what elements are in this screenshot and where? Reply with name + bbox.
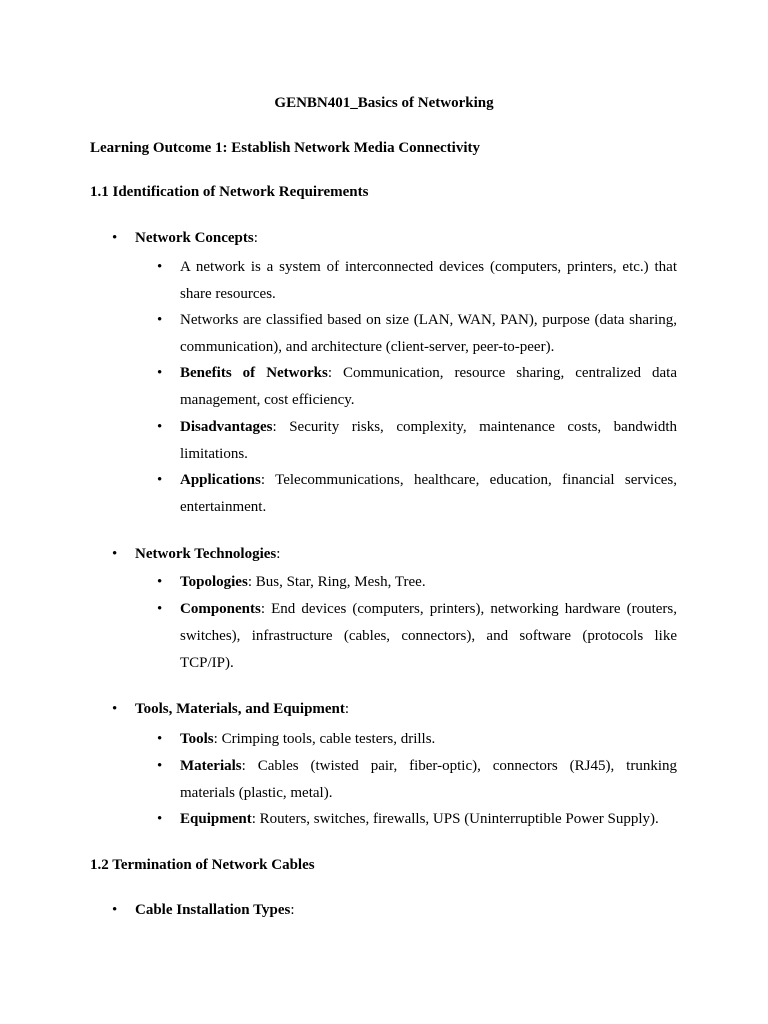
bullet-icon: • bbox=[157, 419, 163, 435]
list-item-topologies: • Topologies: Bus, Star, Ring, Mesh, Tree. bbox=[135, 569, 677, 596]
bullet-icon: • bbox=[157, 365, 163, 381]
document-title: GENBN401_Basics of Networking bbox=[274, 95, 494, 111]
document-page: GENBN401_Basics of Networking Learning Outcome 1: Establish Network Media Connectivity 1.1 Identification of Network Requirements • Network Concepts: • A network is a system of interconnected devices (computers, printers, etc.) that share resources. • Networks are classified based on size (LAN, WAN, PAN), purpose (data sharing, communication), and architecture (client-server, peer-to-peer). • Benefits of Networks: Communication, resource sharing, centralized data management, cost efficiency. • Disadvantages: Security risks, complexity, maintenance costs, bandwidth limitations. • Applications: Telecommunications, healthcare, education, financial services, entertainment. • Network Technologies: • Topologies: Bus, Star, Ring, Mesh, Tree. • Components: End devices (computers, printers), networking hardware (routers, switches), infrastructure (cables, connectors), and software (protocols like TCP/IP). • Tools, Materials, and Equipment: • Tools: Crimping tools, cable testers, drills. • Materials: Cables (twisted pair, fiber-optic), connectors (RJ45), trunking materials (plastic, metal). • Equipment: Routers, switches, firewalls, UPS (Uninterruptible Power Supply). 1.2 Termination of Network Cables • Cable Installation Types: bbox=[0, 0, 768, 1024]
list-item-disadvantages: • Disadvantages: Security risks, complexity, maintenance costs, bandwidth limitations. bbox=[135, 414, 677, 468]
list-item-materials: • Materials: Cables (twisted pair, fiber-optic), connectors (RJ45), trunking materials (plastic, metal). bbox=[135, 753, 677, 807]
bullet-icon: • bbox=[157, 811, 163, 827]
list-item-applications: • Applications: Telecommunications, healthcare, education, financial services, entertainment. bbox=[135, 467, 677, 521]
bullet-icon: • bbox=[157, 472, 163, 488]
bullet-icon: • bbox=[112, 546, 118, 562]
list-item-label: Network Concepts bbox=[135, 230, 254, 246]
list-item-label: Cable Installation Types bbox=[135, 902, 291, 918]
list-item: • Networks are classified based on size (LAN, WAN, PAN), purpose (data sharing, communication), and architecture (client-server, peer-to-peer). bbox=[135, 307, 677, 361]
bullet-icon: • bbox=[157, 574, 163, 590]
list-item-tools: • Tools: Crimping tools, cable testers, drills. bbox=[135, 726, 677, 753]
bullet-icon: • bbox=[157, 312, 163, 328]
list-item-label: Tools, Materials, and Equipment bbox=[135, 701, 345, 717]
list-item-benefits: • Benefits of Networks: Communication, resource sharing, centralized data management, cost efficiency. bbox=[135, 360, 677, 414]
bullet-icon: • bbox=[112, 902, 118, 918]
bullet-icon: • bbox=[157, 731, 163, 747]
section-heading-1-1: 1.1 Identification of Network Requirements bbox=[90, 184, 369, 200]
bullet-icon: • bbox=[157, 758, 163, 774]
bullet-icon: • bbox=[112, 230, 118, 246]
list-item-label: Network Technologies bbox=[135, 546, 277, 562]
bullet-icon: • bbox=[112, 701, 118, 717]
bullet-icon: • bbox=[157, 601, 163, 617]
bullet-icon: • bbox=[157, 259, 163, 275]
list-item-components: • Components: End devices (computers, printers), networking hardware (routers, switches), infrastructure (cables, connectors), and software (protocols like TCP/IP). bbox=[135, 596, 677, 677]
list-item: • A network is a system of interconnected devices (computers, printers, etc.) that share resources. bbox=[135, 254, 677, 308]
section-heading-1-2: 1.2 Termination of Network Cables bbox=[90, 857, 315, 873]
list-item-equipment: • Equipment: Routers, switches, firewalls, UPS (Uninterruptible Power Supply). bbox=[135, 806, 677, 833]
learning-outcome-heading: Learning Outcome 1: Establish Network Media Connectivity bbox=[90, 140, 480, 156]
